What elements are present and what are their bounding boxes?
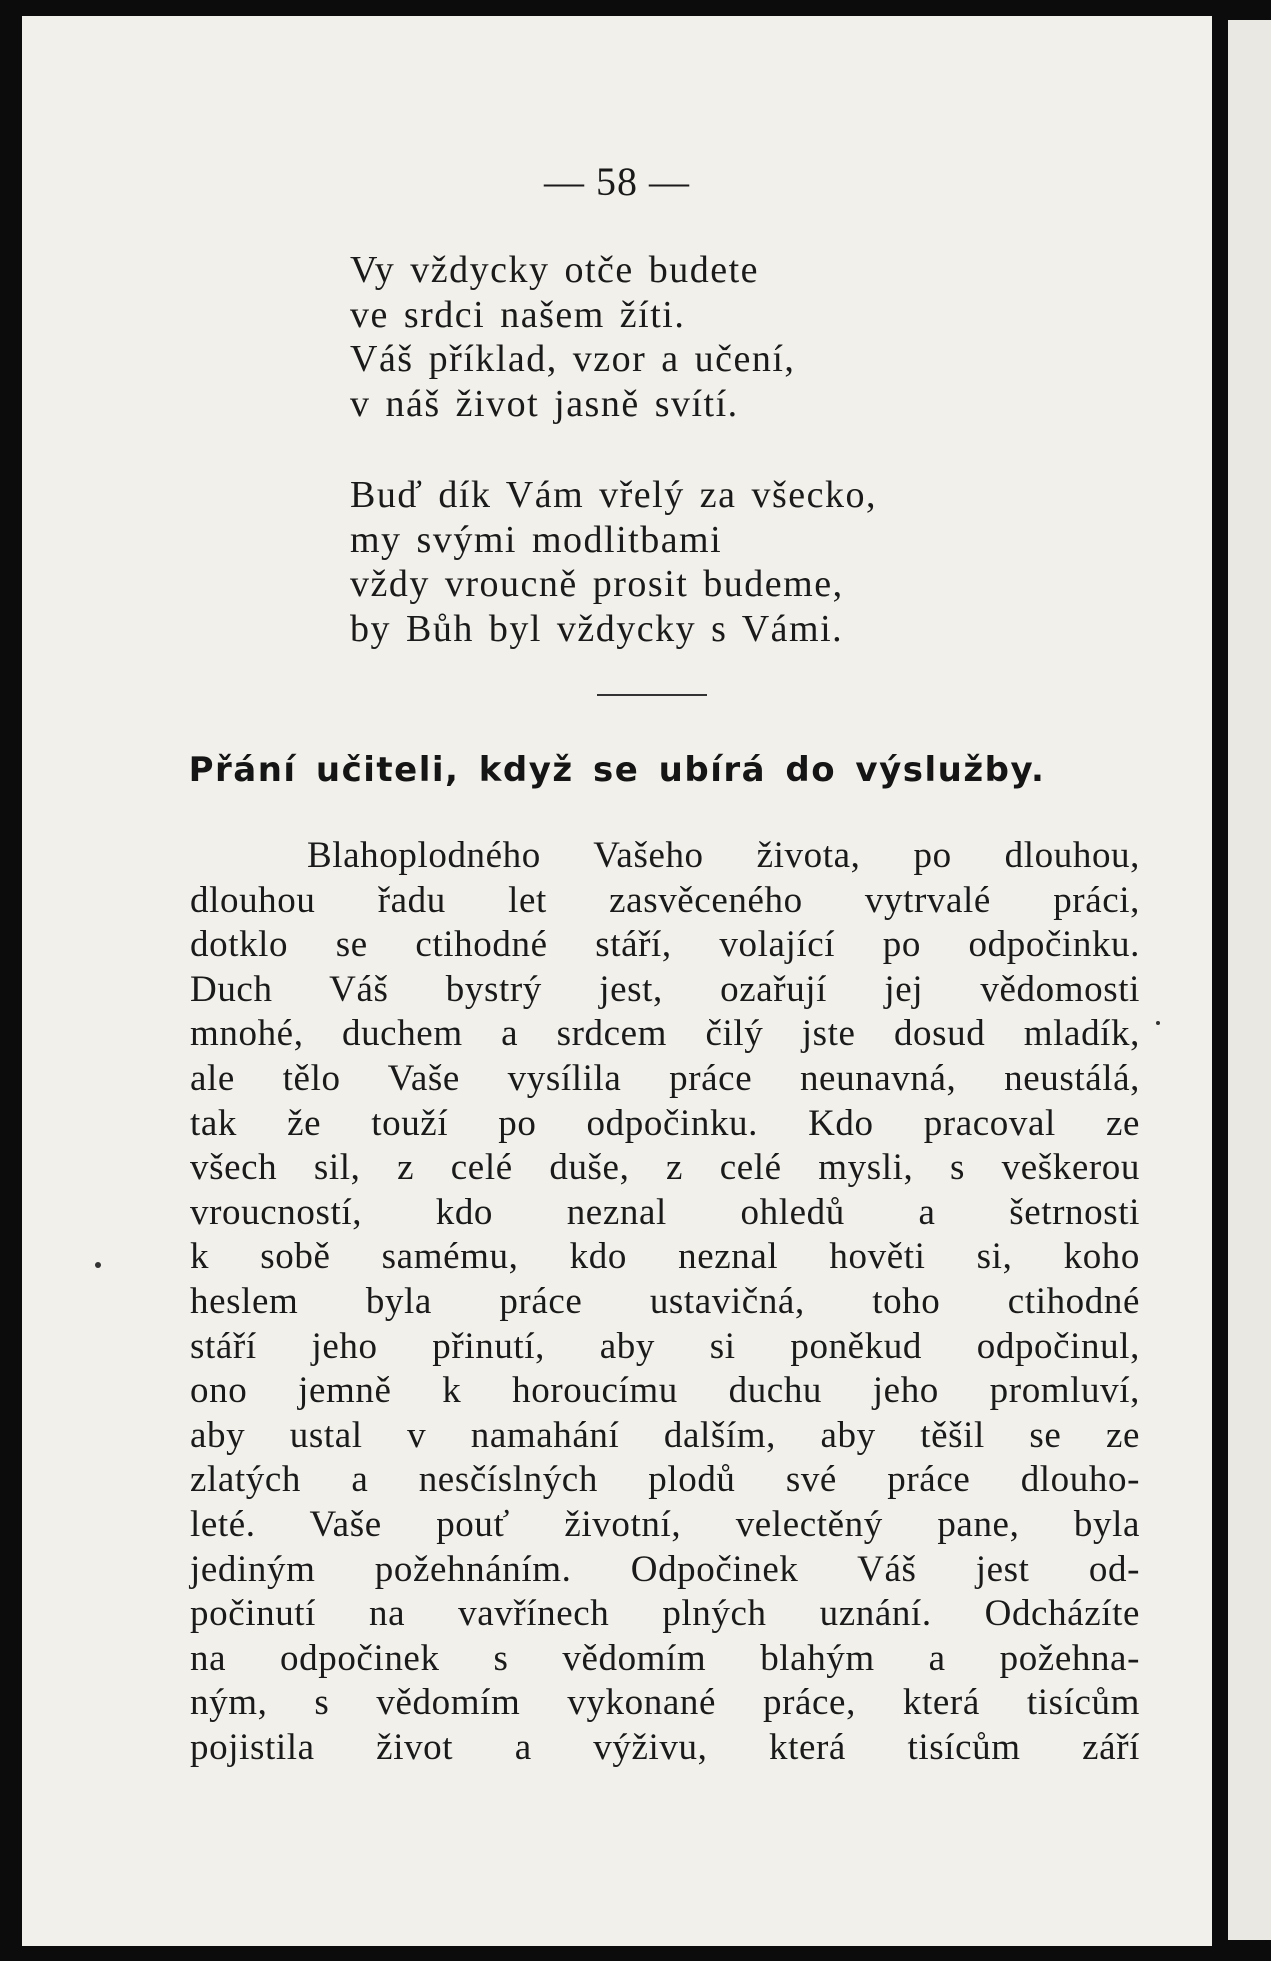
prose-line: stáří jeho přinutí, aby si poněkud odpočinul, (190, 1325, 1140, 1367)
prose-line: tak že touží po odpočinku. Kdo pracoval ze (190, 1102, 1140, 1144)
prose-line: dlouhou řadu let zasvěceného vytrvalé práci, (190, 879, 1140, 921)
prose-line: vroucností, kdo neznal ohledů a šetrnosti (190, 1191, 1140, 1233)
poem-line: ve srdci našem žíti. (350, 293, 686, 336)
section-heading: Přání učiteli, když se ubírá do výslužby. (188, 750, 1046, 790)
poem-stanza-2 (350, 473, 877, 651)
prose-line: jediným požehnáním. Odpočinek Váš jest od- (190, 1548, 1140, 1590)
page-number: — 58 — (544, 159, 690, 204)
poem-line: Buď dík Vám vřelý za všecko, (350, 474, 877, 516)
prose-line: počinutí na vavřínech plných uznání. Odcházíte (190, 1593, 1140, 1635)
prose-line: ným, s vědomím vykonané práce, která tisícům (190, 1682, 1140, 1724)
prose-line: pojistila život a výživu, která tisícům září (190, 1726, 1140, 1768)
poem-line: Váš příklad, vzor a učení, (350, 338, 796, 380)
prose-line: Blahoplodného Vašeho života, po dlouhou, (307, 835, 1140, 876)
prose-line: ono jemně k horoucímu duchu jeho promluví, (190, 1370, 1140, 1412)
poem-line: Vy vždycky otče budete (350, 249, 760, 291)
prose-paragraph (190, 834, 1140, 1770)
paper-speck (95, 1262, 101, 1268)
prose-line: Duch Váš bystrý jest, ozařují jej vědomosti (190, 968, 1140, 1010)
prose-line: k sobě samému, kdo neznal hověti si, koho (190, 1236, 1140, 1278)
paper-speck (1156, 1021, 1160, 1025)
prose-line: dotklo se ctihodné stáří, volající po odpočinku. (190, 924, 1140, 966)
section-separator (597, 694, 707, 696)
prose-line: aby ustal v namahání dalším, aby těšil se ze (190, 1414, 1140, 1456)
poem-line: v náš život jasně svítí. (350, 382, 739, 425)
prose-line: na odpočinek s vědomím blahým a požehna- (190, 1637, 1140, 1679)
poem-line: my svými modlitbami (350, 518, 723, 561)
prose-line: leté. Vaše pouť životní, velectěný pane, byla (190, 1503, 1140, 1545)
poem-line: by Bůh byl vždycky s Vámi. (350, 607, 844, 650)
prose-line: heslem byla práce ustavičná, toho ctihodné (190, 1280, 1140, 1322)
prose-line: ale tělo Vaše vysílila práce neunavná, neustálá, (190, 1057, 1140, 1099)
poem-line: vždy vroucně prosit budeme, (350, 563, 844, 605)
prose-line: zlatých a nesčíslných plodů své práce dlouho- (190, 1459, 1140, 1501)
adjacent-page-edge (1228, 20, 1271, 1940)
prose-line: mnohé, duchem a srdcem čilý jste dosud mladík, (190, 1013, 1140, 1055)
book-page (22, 16, 1212, 1946)
poem-stanza-1 (350, 248, 795, 426)
prose-line: všech sil, z celé duše, z celé mysli, s veškerou (190, 1147, 1140, 1189)
